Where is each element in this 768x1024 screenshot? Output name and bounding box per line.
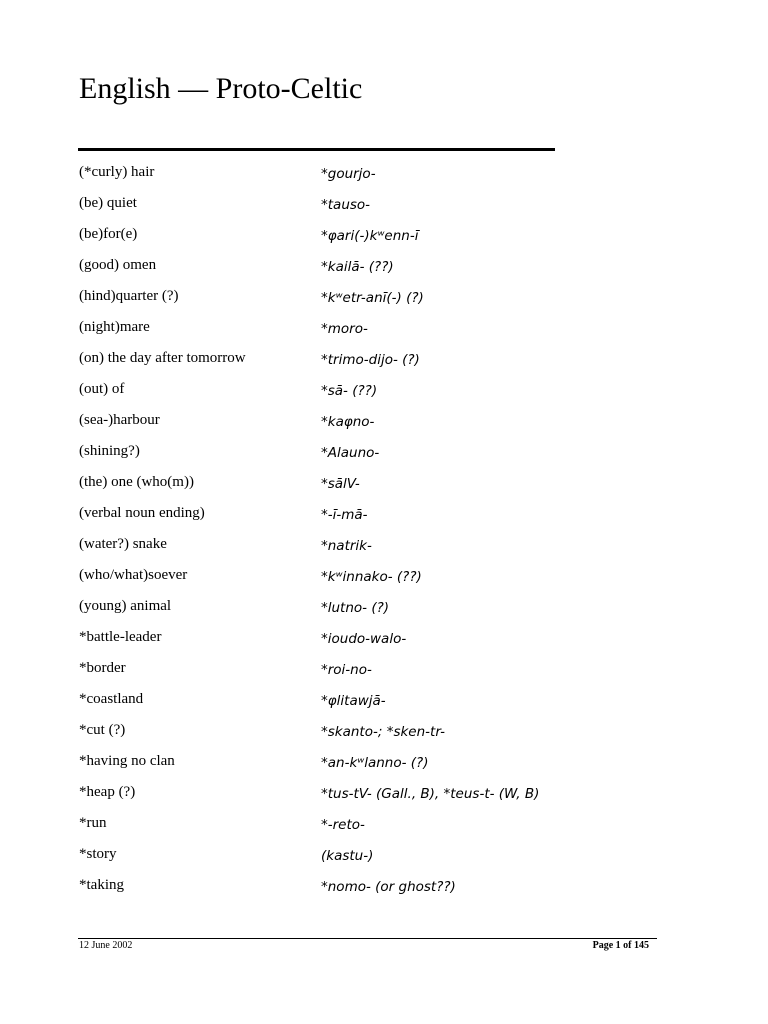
glossary-entry bbox=[0, 627, 768, 658]
proto-celtic-form: *kʷinnako- (??) bbox=[321, 569, 422, 585]
english-term: (*curly) hair bbox=[79, 164, 155, 180]
proto-celtic-form: *-reto- bbox=[321, 817, 365, 833]
english-term: *coastland bbox=[79, 691, 144, 707]
footer-divider bbox=[78, 938, 657, 939]
proto-celtic-form: *kaφno- bbox=[321, 414, 375, 430]
english-term: *taking bbox=[79, 877, 124, 893]
proto-celtic-form: *Alauno- bbox=[321, 445, 380, 461]
glossary-entry bbox=[0, 379, 768, 410]
proto-celtic-form: *φlitawjā- bbox=[321, 693, 386, 709]
glossary-entry bbox=[0, 441, 768, 472]
glossary-entry bbox=[0, 782, 768, 813]
proto-celtic-form: *sā- (??) bbox=[321, 383, 378, 399]
english-term: (sea-)harbour bbox=[79, 412, 160, 428]
proto-celtic-form: *moro- bbox=[321, 321, 368, 337]
english-term: (out) of bbox=[79, 381, 125, 397]
glossary-entry bbox=[0, 875, 768, 906]
english-term: (night)mare bbox=[79, 319, 150, 335]
proto-celtic-form: *trimo-dijo- (?) bbox=[321, 352, 420, 368]
english-term: (water?) snake bbox=[79, 536, 167, 552]
glossary-entry bbox=[0, 472, 768, 503]
proto-celtic-form: *kailā- (??) bbox=[321, 259, 394, 275]
glossary-entry bbox=[0, 689, 768, 720]
proto-celtic-form: *an-kʷlanno- (?) bbox=[321, 755, 429, 771]
proto-celtic-form: *sālV- bbox=[321, 476, 360, 492]
proto-celtic-form: *lutno- (?) bbox=[321, 600, 390, 616]
proto-celtic-form: *kʷetr-anī(-) (?) bbox=[321, 290, 424, 306]
english-term: *run bbox=[79, 815, 107, 831]
proto-celtic-form: *nomo- (or ghost??) bbox=[321, 879, 456, 895]
english-term: (who/what)soever bbox=[79, 567, 188, 583]
glossary-entry bbox=[0, 813, 768, 844]
glossary-entry bbox=[0, 596, 768, 627]
glossary-entry bbox=[0, 751, 768, 782]
glossary-entry bbox=[0, 193, 768, 224]
english-term: (on) the day after tomorrow bbox=[79, 350, 246, 366]
proto-celtic-form: *ioudo-walo- bbox=[321, 631, 407, 647]
glossary-entry bbox=[0, 565, 768, 596]
glossary-entry bbox=[0, 317, 768, 348]
english-term: (the) one (who(m)) bbox=[79, 474, 194, 490]
english-term: *heap (?) bbox=[79, 784, 136, 800]
english-term: (be)for(e) bbox=[79, 226, 138, 242]
glossary-entry bbox=[0, 658, 768, 689]
english-term: *story bbox=[79, 846, 117, 862]
proto-celtic-form: *skanto-; *sken-tr- bbox=[321, 724, 446, 740]
proto-celtic-form: (kastu-) bbox=[321, 848, 374, 864]
proto-celtic-form: *φari(-)kʷenn-ī bbox=[321, 228, 419, 244]
footer-date: 12 June 2002 bbox=[79, 940, 133, 951]
glossary-entry bbox=[0, 255, 768, 286]
english-term: *having no clan bbox=[79, 753, 175, 769]
proto-celtic-form: *tus-tV- (Gall., B), *teus-t- (W, B) bbox=[321, 786, 540, 802]
glossary-entry bbox=[0, 224, 768, 255]
glossary-entry bbox=[0, 162, 768, 193]
proto-celtic-form: *tauso- bbox=[321, 197, 371, 213]
english-term: *border bbox=[79, 660, 126, 676]
proto-celtic-form: *-ī-mā- bbox=[321, 507, 368, 523]
glossary-entry bbox=[0, 348, 768, 379]
glossary-entry bbox=[0, 534, 768, 565]
english-term: *battle-leader bbox=[79, 629, 162, 645]
proto-celtic-form: *gourjo- bbox=[321, 166, 376, 182]
english-term: (young) animal bbox=[79, 598, 172, 614]
glossary-entry bbox=[0, 720, 768, 751]
english-term: (shining?) bbox=[79, 443, 140, 459]
glossary-entry bbox=[0, 286, 768, 317]
english-term: (hind)quarter (?) bbox=[79, 288, 179, 304]
glossary-entry bbox=[0, 410, 768, 441]
page-number: Page 1 of 145 bbox=[592, 940, 649, 951]
glossary-entry bbox=[0, 844, 768, 875]
english-term: (verbal noun ending) bbox=[79, 505, 205, 521]
page-title: English — Proto-Celtic bbox=[79, 72, 363, 105]
english-term: (good) omen bbox=[79, 257, 157, 273]
english-term: *cut (?) bbox=[79, 722, 126, 738]
proto-celtic-form: *natrik- bbox=[321, 538, 372, 554]
glossary-entry bbox=[0, 503, 768, 534]
english-term: (be) quiet bbox=[79, 195, 137, 211]
proto-celtic-form: *roi-no- bbox=[321, 662, 372, 678]
